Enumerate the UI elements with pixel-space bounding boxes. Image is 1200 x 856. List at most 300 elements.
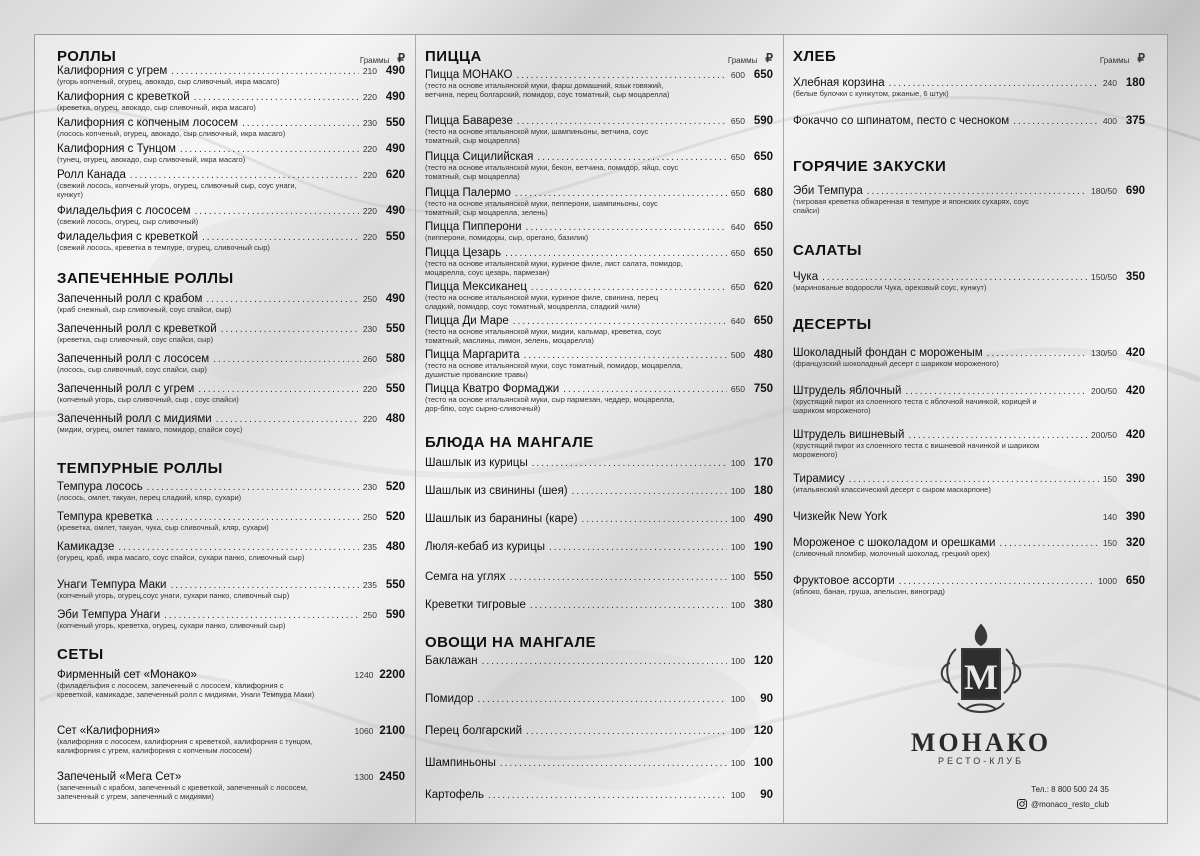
menu-item-row [793,429,1145,441]
item-price: 550 [385,383,405,395]
menu-item-row [425,655,773,667]
item-weight: 210 [362,66,377,76]
menu-item [57,205,405,226]
menu-item-row [793,473,1145,485]
menu-item [425,247,773,277]
menu-item [425,281,773,311]
menu-item-row [57,117,405,129]
menu-item [57,669,405,699]
dot-leader [213,354,359,365]
item-name: Запеченный ролл с лососем [57,353,210,365]
menu-item-row [425,281,773,293]
item-weight: 230 [362,118,377,128]
menu-item [425,69,773,99]
item-description: (тигровая креветка обжаренная в темпуре и японских сухарях, соус спайси) [793,197,1029,215]
dot-leader [206,294,358,305]
item-name: Запеченый «Мега Сет» [57,771,182,783]
item-description: (тесто на основе итальянской муки, мидии, кальмар, креветка, соус томатный, маслины, лимон, зелень, моцарелла) [425,327,662,345]
item-price: 520 [385,511,405,523]
menu-item-row [425,115,773,127]
section-title: ГОРЯЧИЕ ЗАКУСКИ [793,158,947,175]
item-weight: 650 [730,282,745,292]
logo-subtitle: РЕСТО-КЛУБ [937,756,1025,766]
menu-item-row [793,77,1145,89]
item-weight: 100 [730,542,745,552]
dot-leader [537,152,726,163]
item-price: 480 [385,541,405,553]
dot-leader [822,272,1087,283]
menu-item-row [57,293,405,305]
item-name: Пицца Палермо [425,187,511,199]
dot-leader [899,576,1094,587]
item-price: 490 [385,205,405,217]
menu-item-row [425,69,773,81]
item-name: Шашлык из курицы [425,457,528,469]
section-header [425,631,773,651]
menu-frame [34,34,1168,824]
section-title: ХЛЕБ [793,48,837,65]
dot-leader [999,538,1098,549]
dot-leader [532,458,727,469]
dot-leader [889,78,1099,89]
item-weight: 200/50 [1091,430,1117,440]
dot-leader [849,474,1099,485]
item-weight: 100 [730,514,745,524]
menu-item-row [425,247,773,259]
menu-item-row [57,231,405,243]
dot-leader [509,572,726,583]
item-weight: 100 [730,656,745,666]
item-price: 2200 [379,669,405,681]
item-price: 490 [385,143,405,155]
item-price: 620 [753,281,773,293]
section-header [57,45,405,65]
menu-section [425,631,773,651]
item-weight: 250 [362,512,377,522]
menu-item-row [57,771,405,783]
item-price: 190 [753,541,773,553]
menu-item-row [57,413,405,425]
contact-phone: Тел.: 8 800 500 24 35 [1031,785,1109,794]
menu-item [425,221,773,242]
menu-item-row [57,323,405,335]
item-price: 420 [1125,347,1145,359]
item-name: Темпура креветка [57,511,153,523]
item-description: (лосось, омлет, такуан, перец сладкий, кляр, сухари) [57,493,242,502]
menu-item [57,117,405,138]
menu-item [425,541,773,553]
menu-item [57,511,405,532]
dot-leader [198,384,359,395]
dot-leader [530,600,727,611]
dot-leader [526,726,727,737]
dot-leader [581,514,726,525]
item-description: (мидии, огурец, омлет тамаго, помидор, спайси соус) [57,425,243,434]
item-name: Фирменный сет «Монако» [57,669,197,681]
menu-item [57,353,405,374]
section-title: СЕТЫ [57,646,104,663]
item-description: (тесто на основе итальянской муки, сыр пармезан, чеддер, моцарелла, дор-блю, соус сырно-сливочный) [425,395,675,413]
item-name: Тирамису [793,473,845,485]
menu-item [425,599,773,611]
item-weight: 220 [362,206,377,216]
item-name: Пицца Мексиканец [425,281,527,293]
item-description: (тесто на основе итальянской муки, соус томатный, помидор, моцарелла, душистые прованские травы) [425,361,683,379]
item-description: (калифорния с лососем, калифорния с креветкой, калифорния с тунцом, калифорния с угрем, калифорния с копченым лососем) [57,737,313,755]
menu-section [793,313,1145,333]
item-price: 550 [385,579,405,591]
item-name: Баклажан [425,655,478,667]
item-name: Пицца МОНАКО [425,69,513,81]
menu-item-row [793,575,1145,587]
item-weight: 650 [730,188,745,198]
menu-item [793,511,1145,523]
item-description: (французский шоколадный десерт с шариком мороженого) [793,359,999,368]
item-price: 620 [385,169,405,181]
units-header [1100,51,1145,65]
menu-item-row [425,757,773,769]
section-header [57,457,405,477]
item-price: 180 [753,485,773,497]
item-price: 590 [753,115,773,127]
dot-leader [195,206,359,217]
section-title: ДЕСЕРТЫ [793,316,872,333]
menu-item [57,143,405,164]
item-price: 550 [385,323,405,335]
units-header [360,51,405,65]
item-description: (тесто на основе итальянской муки, куриное филе, свинина, перец сладкий, помидор, соус томатный, моцарелла, сладкий чили) [425,293,659,311]
currency-label: ₽ [1137,51,1145,65]
item-price: 580 [385,353,405,365]
item-weight: 600 [730,70,745,80]
item-weight: 240 [1102,78,1117,88]
item-price: 120 [753,725,773,737]
item-price: 650 [753,221,773,233]
item-name: Калифорния с угрем [57,65,168,77]
menu-item-row [57,353,405,365]
dot-leader [905,386,1087,397]
item-price: 650 [753,247,773,259]
menu-item [793,347,1145,368]
item-description: (итальянский классический десерт с сыром маскарпоне) [793,485,991,494]
dot-leader [1013,116,1099,127]
menu-section [793,239,1145,259]
item-name: Люля-кебаб из курицы [425,541,545,553]
menu-item [57,725,405,755]
item-description: (лосось копченый, огурец, авокадо, сыр сливочный, икра масаго) [57,129,286,138]
item-weight: 220 [362,144,377,154]
item-weight: 100 [730,694,745,704]
item-description: (угорь копченый, огурец, авокадо, сыр сливочный, икра масаго) [57,77,280,86]
menu-item-row [57,579,405,591]
menu-item [425,789,773,801]
menu-item [793,185,1145,215]
menu-item [425,457,773,469]
item-price: 170 [753,457,773,469]
item-price: 320 [1125,537,1145,549]
currency-label: ₽ [397,51,405,65]
item-name: Унаги Темпура Маки [57,579,167,591]
menu-item [425,571,773,583]
menu-item [57,231,405,252]
item-weight: 220 [362,384,377,394]
item-weight: 400 [1102,116,1117,126]
menu-section [793,155,1145,175]
item-weight: 200/50 [1091,386,1117,396]
section-header [793,45,1145,65]
menu-item-row [57,609,405,621]
item-price: 680 [753,187,773,199]
menu-item-row [57,205,405,217]
section-header [425,45,773,65]
dot-leader [130,170,359,181]
menu-item [425,693,773,705]
menu-item [425,485,773,497]
menu-item [425,725,773,737]
dot-leader [516,70,726,81]
menu-section [425,431,773,451]
item-name: Семга на углях [425,571,506,583]
item-name: Пицца Цезарь [425,247,502,259]
item-name: Креветки тигровые [425,599,526,611]
item-weight: 650 [730,152,745,162]
item-weight: 100 [730,600,745,610]
item-price: 420 [1125,429,1145,441]
dot-leader [164,610,359,621]
menu-section [57,45,405,65]
item-price: 520 [385,481,405,493]
item-weight: 100 [730,758,745,768]
menu-section [57,267,405,287]
item-weight: 640 [730,316,745,326]
dot-leader [505,248,727,259]
menu-item [793,271,1145,292]
menu-item [57,481,405,502]
item-weight: 180/50 [1091,186,1117,196]
item-name: Мороженое с шоколадом и орешками [793,537,996,549]
item-name: Шашлык из баранины (каре) [425,513,578,525]
item-name: Ролл Канада [57,169,126,181]
dot-leader [171,66,359,77]
item-name: Эби Темпура [793,185,863,197]
item-description: (тунец, огурец, авокадо, сыр сливочный, икра масаго) [57,155,246,164]
menu-item [425,315,773,345]
item-name: Пицца Баварезе [425,115,513,127]
item-description: (сливочный пломбир, молочный шоколад, грецкий орех) [793,549,990,558]
item-description: (белые булочки с кунжутом, ржаные, 6 штук) [793,89,949,98]
item-description: (тесто на основе итальянской муки, шампиньоны, ветчина, соус томатный, сыр моцарелла) [425,127,649,145]
item-name: Шашлык из свинины (шея) [425,485,568,497]
dot-leader [216,414,359,425]
item-price: 490 [753,513,773,525]
item-price: 100 [753,757,773,769]
item-description: (яблоко, банан, груша, апельсин, виноград) [793,587,945,596]
item-description: (маринованые водоросли Чука, ореховый соус, кунжут) [793,283,987,292]
section-header [793,155,1145,175]
menu-item-row [425,541,773,553]
section-header [57,643,405,663]
menu-item-row [793,385,1145,397]
item-weight: 1000 [1098,576,1117,586]
item-name: Штрудель вишневый [793,429,905,441]
menu-item [425,383,773,413]
item-price: 550 [753,571,773,583]
menu-item-row [57,169,405,181]
menu-item-row [425,221,773,233]
menu-item [57,413,405,434]
item-weight: 220 [362,92,377,102]
item-description: (свежий лосось, копченый угорь, огурец, сливочный сыр, соус унаги, кунжут) [57,181,297,199]
item-name: Фруктовое ассорти [793,575,895,587]
monaco-crest-icon [936,619,1026,719]
item-price: 180 [1125,77,1145,89]
item-description: (тесто на основе итальянской муки, пепперони, шампиньоны, соус томатный, сыр моцарелла, зелень) [425,199,658,217]
item-description: (креветка, омлет, такуан, чука, сыр сливочный, кляр, сухари) [57,523,269,532]
section-title: ОВОЩИ НА МАНГАЛЕ [425,634,597,651]
item-name: Запеченный ролл с креветкой [57,323,217,335]
item-weight: 130/50 [1091,348,1117,358]
dot-leader [202,232,359,243]
menu-item-row [425,599,773,611]
item-name: Запеченный ролл с крабом [57,293,203,305]
dot-leader [156,512,359,523]
menu-item-row [57,481,405,493]
menu-item-row [425,789,773,801]
menu-item-row [425,383,773,395]
item-description: (филадельфия с лососем, запеченный с лососем, калифорния с креветкой, камикадзе, запеченный ролл с мидиями, Унаги Темпура Маки) [57,681,315,699]
item-name: Чизкейк New York [793,511,888,523]
menu-item-row [425,457,773,469]
section-title: ПИЦЦА [425,48,482,65]
section-header [425,431,773,451]
menu-item [425,115,773,145]
section-header [793,239,1145,259]
item-weight: 150 [1102,538,1117,548]
menu-item [793,473,1145,494]
menu-item [425,513,773,525]
item-name: Пицца Кватро Формаджи [425,383,560,395]
item-name: Темпура лосось [57,481,143,493]
item-name: Калифорния с копченым лососем [57,117,239,129]
menu-item-row [57,511,405,523]
dot-leader [908,430,1087,441]
menu-item-row [57,725,405,737]
menu-item-row [57,669,405,681]
column-divider [783,35,784,823]
dot-leader [526,222,727,233]
item-name: Эби Темпура Унаги [57,609,161,621]
dot-leader [500,758,727,769]
item-weight: 220 [362,170,377,180]
menu-item [425,187,773,217]
item-price: 390 [1125,511,1145,523]
item-price: 90 [760,789,773,801]
menu-item [57,579,405,600]
instagram-handle: @monaco_resto_club [1031,799,1109,809]
item-price: 550 [385,117,405,129]
item-price: 650 [1125,575,1145,587]
item-weight: 150/50 [1091,272,1117,282]
item-description: (креветка, сыр сливочный, соус спайси, сыр) [57,335,214,344]
menu-item [425,655,773,667]
section-header [57,267,405,287]
dot-leader [524,350,727,361]
item-weight: 100 [730,486,745,496]
item-weight: 1300 [354,772,374,782]
item-description: (хрустящий пирог из слоенного теста с вишневой начинкой и шариком мороженого) [793,441,1040,459]
item-name: Фокаччо со шпинатом, песто с чесноком [793,115,1010,127]
item-description: (креветка, огурец, авокадо, сыр сливочный, икра масаго) [57,103,256,112]
menu-item [425,349,773,379]
item-name: Камикадзе [57,541,115,553]
item-price: 480 [385,413,405,425]
item-weight: 250 [362,610,377,620]
menu-item-row [793,511,1145,523]
item-name: Пицца Маргарита [425,349,520,361]
item-weight: 100 [730,458,745,468]
item-weight: 220 [362,414,377,424]
item-weight: 235 [362,542,377,552]
item-name: Штрудель яблочный [793,385,902,397]
dot-leader [563,384,727,395]
item-price: 2450 [379,771,405,783]
brand-logo [906,619,1056,766]
item-weight: 150 [1102,474,1117,484]
item-price: 390 [1125,473,1145,485]
item-weight: 650 [730,116,745,126]
contact-instagram[interactable] [1017,799,1109,809]
dot-leader [170,580,358,591]
item-weight: 235 [362,580,377,590]
menu-item-row [425,485,773,497]
menu-item [57,65,405,86]
item-description: (запеченный с крабом, запеченный с креветкой, запеченный с лососем, запеченный с угрем, запеченный с мидиями) [57,783,308,801]
item-description: (свежий лосось, креветка в темпуре, огурец, сливочный сыр) [57,243,270,252]
item-weight: 250 [362,294,377,304]
menu-item-row [57,383,405,395]
item-price: 650 [753,315,773,327]
item-description: (копченый угорь, сыр сливочный, сыр , соус спайси) [57,395,239,404]
menu-item-row [57,65,405,77]
item-price: 490 [385,91,405,103]
item-description: (копченый угорь, креветка, огурец, сухари панко, сливочный сыр) [57,621,286,630]
item-name: Шампиньоны [425,757,496,769]
section-header [793,313,1145,333]
item-description: (свежий лосось, огурец, сыр сливочный) [57,217,199,226]
item-price: 490 [385,293,405,305]
dot-leader [517,116,727,127]
item-name: Запеченный ролл с мидиями [57,413,212,425]
item-weight: 640 [730,222,745,232]
menu-item [57,91,405,112]
item-price: 750 [753,383,773,395]
item-weight: 650 [730,384,745,394]
item-weight: 100 [730,726,745,736]
item-weight: 140 [1102,512,1117,522]
menu-item [57,169,405,199]
menu-item [793,385,1145,415]
menu-item [793,115,1145,127]
menu-item [57,609,405,630]
menu-item-row [793,347,1145,359]
menu-item-row [57,143,405,155]
item-description: (тесто на основе итальянской муки, бекон, ветчина, помидор, яйцо, соус томатный, сыр моцарелла) [425,163,679,181]
item-weight: 220 [362,232,377,242]
item-price: 2100 [379,725,405,737]
menu-item [793,537,1145,558]
dot-leader [180,144,359,155]
item-price: 120 [753,655,773,667]
